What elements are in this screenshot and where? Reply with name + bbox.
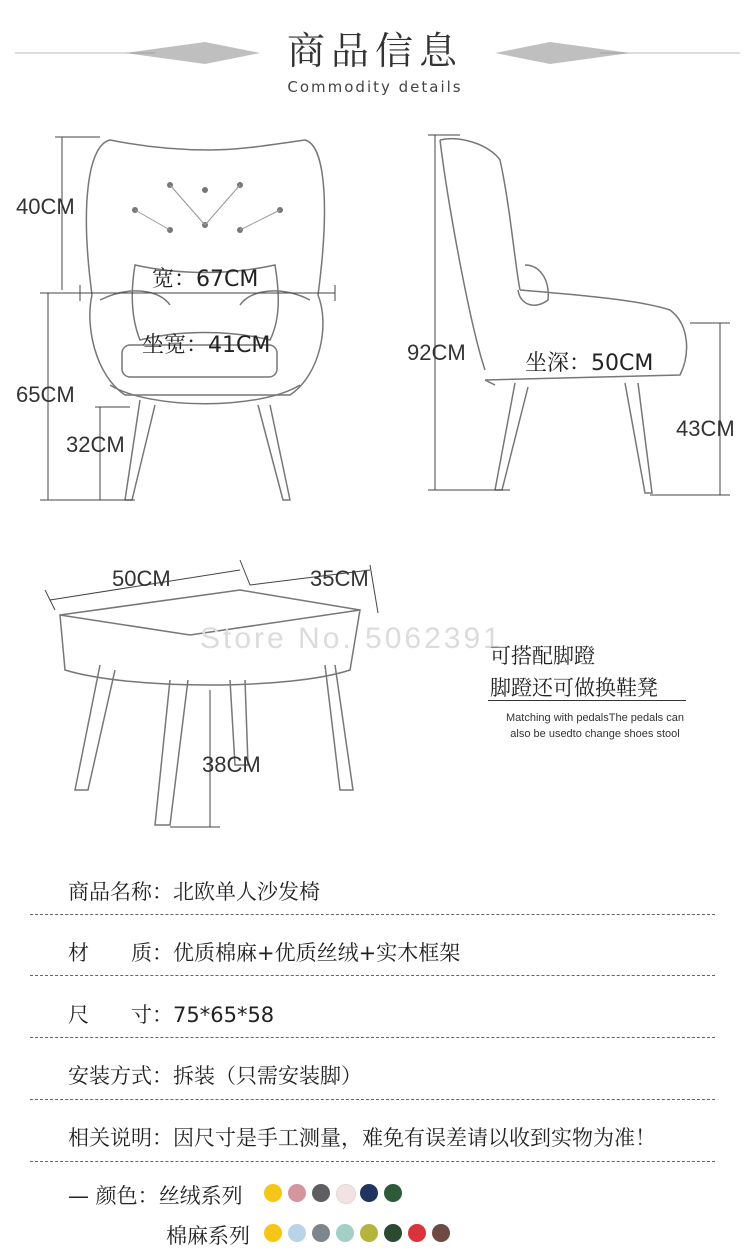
linen-swatches bbox=[264, 1224, 484, 1244]
dim-stool-length: 50CM bbox=[112, 566, 171, 591]
divider bbox=[30, 1037, 715, 1038]
velvet-color-swatch[interactable] bbox=[288, 1184, 306, 1202]
dim-stool-width: 35CM bbox=[310, 566, 369, 591]
dim-arm-height-side: 43CM bbox=[676, 416, 735, 441]
header bbox=[0, 0, 750, 110]
spec-label: 相关说明： bbox=[68, 1126, 173, 1150]
velvet-series-label: 丝绒系列 bbox=[158, 1184, 243, 1208]
velvet-color-swatch[interactable] bbox=[384, 1184, 402, 1202]
dim-seat-depth: 坐深：50CM bbox=[525, 351, 654, 376]
stool-note-line1: 可搭配脚蹬 bbox=[490, 644, 595, 668]
stool-note-underline bbox=[488, 700, 686, 701]
stool-note-line2: 脚蹬还可做换鞋凳 bbox=[490, 676, 658, 700]
linen-series-label: 棉麻系列 bbox=[166, 1224, 250, 1248]
store-watermark: Store No. 5062391 bbox=[200, 622, 503, 655]
color-label-linen-row bbox=[166, 1220, 250, 1250]
spec-label: 材 质： bbox=[68, 941, 173, 965]
linen-color-swatch[interactable] bbox=[312, 1224, 330, 1242]
page-subtitle: Commodity details bbox=[287, 78, 463, 96]
page-title: 商品信息 bbox=[286, 29, 463, 73]
chair-side-view-drawing bbox=[400, 125, 750, 510]
linen-color-swatch[interactable] bbox=[264, 1224, 282, 1242]
velvet-color-swatch[interactable] bbox=[360, 1184, 378, 1202]
velvet-color-swatch[interactable] bbox=[264, 1184, 282, 1202]
stool-note-en-line2: also be usedto change shoes stool bbox=[510, 728, 680, 740]
dim-arm-height: 65CM bbox=[16, 382, 75, 407]
velvet-color-swatch[interactable] bbox=[312, 1184, 330, 1202]
dim-total-height: 92CM bbox=[407, 340, 466, 365]
linen-color-swatch[interactable] bbox=[336, 1224, 354, 1242]
linen-color-swatch[interactable] bbox=[288, 1224, 306, 1242]
spec-label: 安装方式： bbox=[68, 1064, 173, 1088]
velvet-color-swatch[interactable] bbox=[336, 1184, 356, 1204]
spec-row-name bbox=[68, 876, 718, 906]
spec-row-notes bbox=[68, 1122, 718, 1152]
spec-row-material bbox=[68, 937, 718, 967]
divider bbox=[30, 914, 715, 915]
spec-row-install bbox=[68, 1060, 718, 1090]
stool-note-en bbox=[480, 710, 710, 742]
header-right-ornament bbox=[495, 40, 740, 70]
velvet-swatches bbox=[264, 1184, 464, 1204]
divider bbox=[30, 975, 715, 976]
divider bbox=[30, 1099, 715, 1100]
spec-value: 拆装（只需安装脚） bbox=[173, 1064, 362, 1088]
spec-row-size bbox=[68, 999, 718, 1029]
spec-label: 尺 寸： bbox=[68, 1003, 173, 1027]
dim-width: 宽：67CM bbox=[152, 267, 259, 292]
chair-front-view-drawing bbox=[0, 125, 380, 515]
spec-value: 因尺寸是手工测量，难免有误差请以收到实物为准！ bbox=[173, 1126, 656, 1150]
stool-drawing bbox=[30, 555, 390, 845]
dim-seat-width: 坐宽：41CM bbox=[142, 333, 271, 358]
dim-seat-height: 32CM bbox=[66, 432, 125, 457]
linen-color-swatch[interactable] bbox=[408, 1224, 426, 1242]
spec-label: 商品名称： bbox=[68, 880, 173, 904]
dim-back-height: 40CM bbox=[16, 194, 75, 219]
spec-value: 75*65*58 bbox=[173, 1003, 275, 1027]
color-label-velvet-row bbox=[68, 1180, 243, 1210]
spec-value: 北欧单人沙发椅 bbox=[173, 880, 320, 904]
stool-note bbox=[490, 640, 658, 704]
dim-stool-height: 38CM bbox=[202, 752, 261, 777]
divider bbox=[30, 1161, 715, 1162]
stool-note-en-line1: Matching with pedalsThe pedals can bbox=[506, 712, 684, 724]
linen-color-swatch[interactable] bbox=[360, 1224, 378, 1242]
spec-value: 优质棉麻+优质丝绒+实木框架 bbox=[173, 941, 461, 965]
color-prefix: — 颜色： bbox=[68, 1184, 159, 1208]
linen-color-swatch[interactable] bbox=[384, 1224, 402, 1242]
linen-color-swatch[interactable] bbox=[432, 1224, 450, 1242]
